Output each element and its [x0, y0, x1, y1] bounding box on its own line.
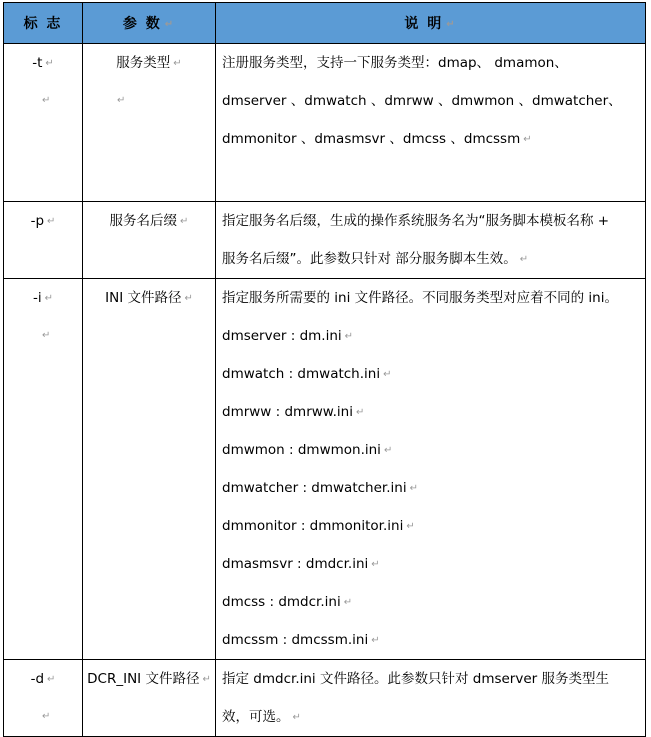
- header-param-label: 参 数: [122, 16, 162, 32]
- paragraph-mark-icon: ↵: [406, 521, 415, 532]
- paragraph-mark-icon: ↵: [383, 445, 393, 456]
- header-flag-label: 标 志: [23, 16, 63, 32]
- paragraph-mark-icon: ↵: [45, 58, 54, 69]
- paragraph-mark-icon: ↵: [371, 635, 380, 646]
- desc-line: dmserver 、dmwatch 、dmrww 、dmwmon 、dmwatcher、: [222, 93, 622, 109]
- table-row: [4, 279, 646, 660]
- paragraph-mark-icon: ↵: [202, 674, 211, 685]
- header-flag: [4, 3, 83, 44]
- flag-cell: [4, 279, 83, 660]
- param-text: 服务类型: [116, 55, 171, 71]
- flag-cell: [4, 660, 83, 737]
- desc-cell: [216, 660, 646, 737]
- desc-cell: [216, 44, 646, 202]
- desc-line: 指定服务名后缀，生成的操作系统服务名为“服务脚本模板名称 +: [222, 213, 610, 229]
- desc-line: dmcss : dmdcr.ini: [222, 594, 341, 610]
- header-desc-label: 说 明: [404, 16, 444, 32]
- paragraph-mark-icon: ↵: [446, 19, 457, 30]
- param-text: 服务名后缀: [109, 213, 178, 229]
- parameter-table: [3, 2, 646, 737]
- desc-line: dmwmon : dmwmon.ini: [222, 442, 381, 458]
- param-cell: [83, 202, 216, 279]
- paragraph-mark-icon: ↵: [344, 331, 354, 342]
- flag-text: -t: [32, 55, 43, 71]
- desc-line: 效，可选。: [222, 709, 290, 725]
- table-header-row: [4, 3, 646, 44]
- desc-line: dmwatcher : dmwatcher.ini: [222, 480, 407, 496]
- paragraph-mark-icon: ↵: [42, 95, 51, 106]
- paragraph-mark-icon: ↵: [47, 674, 56, 685]
- desc-line: dmrww : dmrww.ini: [222, 404, 353, 420]
- paragraph-mark-icon: ↵: [355, 407, 365, 418]
- desc-line: dmwatch : dmwatch.ini: [222, 366, 381, 382]
- paragraph-mark-icon: ↵: [343, 597, 353, 608]
- desc-line: dmmonitor 、dmasmsvr 、dmcss 、dmcssm: [222, 131, 521, 147]
- paragraph-mark-icon: ↵: [519, 254, 529, 265]
- desc-line: 注册服务类型，支持一下服务类型：dmap、 dmamon、: [222, 55, 568, 71]
- desc-line: dmmonitor : dmmonitor.ini: [222, 518, 404, 534]
- param-cell: [83, 660, 216, 737]
- paragraph-mark-icon: ↵: [523, 134, 532, 145]
- header-desc: [216, 3, 646, 44]
- param-cell: [83, 279, 216, 660]
- paragraph-mark-icon: ↵: [371, 559, 380, 570]
- paragraph-mark-icon: ↵: [164, 19, 176, 30]
- desc-line: 指定服务所需要的 ini 文件路径。不同服务类型对应着不同的 ini。: [222, 290, 618, 306]
- paragraph-mark-icon: ↵: [292, 712, 301, 723]
- paragraph-mark-icon: ↵: [42, 711, 51, 722]
- desc-line: dmasmsvr : dmdcr.ini: [222, 556, 369, 572]
- paragraph-mark-icon: ↵: [173, 58, 182, 69]
- param-text: DCR_INI 文件路径: [87, 671, 200, 687]
- table-row: [4, 660, 646, 737]
- desc-cell: [216, 202, 646, 279]
- flag-text: -d: [30, 671, 45, 687]
- paragraph-mark-icon: ↵: [117, 95, 126, 106]
- paragraph-mark-icon: ↵: [44, 293, 53, 304]
- desc-line: dmcssm : dmcssm.ini: [222, 632, 369, 648]
- table-row: [4, 202, 646, 279]
- param-text: INI 文件路径: [105, 290, 182, 306]
- param-cell: [83, 44, 216, 202]
- flag-text: -p: [30, 213, 45, 229]
- paragraph-mark-icon: ↵: [383, 369, 392, 380]
- flag-text: -i: [32, 290, 42, 306]
- desc-line: 指定 dmdcr.ini 文件路径。此参数只针对 dmserver 服务类型生: [222, 671, 609, 687]
- paragraph-mark-icon: ↵: [184, 293, 193, 304]
- desc-cell: [216, 279, 646, 660]
- table-row: [4, 44, 646, 202]
- paragraph-mark-icon: ↵: [42, 330, 51, 341]
- paragraph-mark-icon: ↵: [409, 483, 418, 494]
- desc-line: dmserver : dm.ini: [222, 328, 342, 344]
- header-param: [83, 3, 216, 44]
- desc-line: 服务名后缀”。此参数只针对 部分服务脚本生效。: [222, 251, 517, 267]
- paragraph-mark-icon: ↵: [180, 216, 189, 227]
- flag-cell: [4, 202, 83, 279]
- flag-cell: [4, 44, 83, 202]
- paragraph-mark-icon: ↵: [47, 216, 56, 227]
